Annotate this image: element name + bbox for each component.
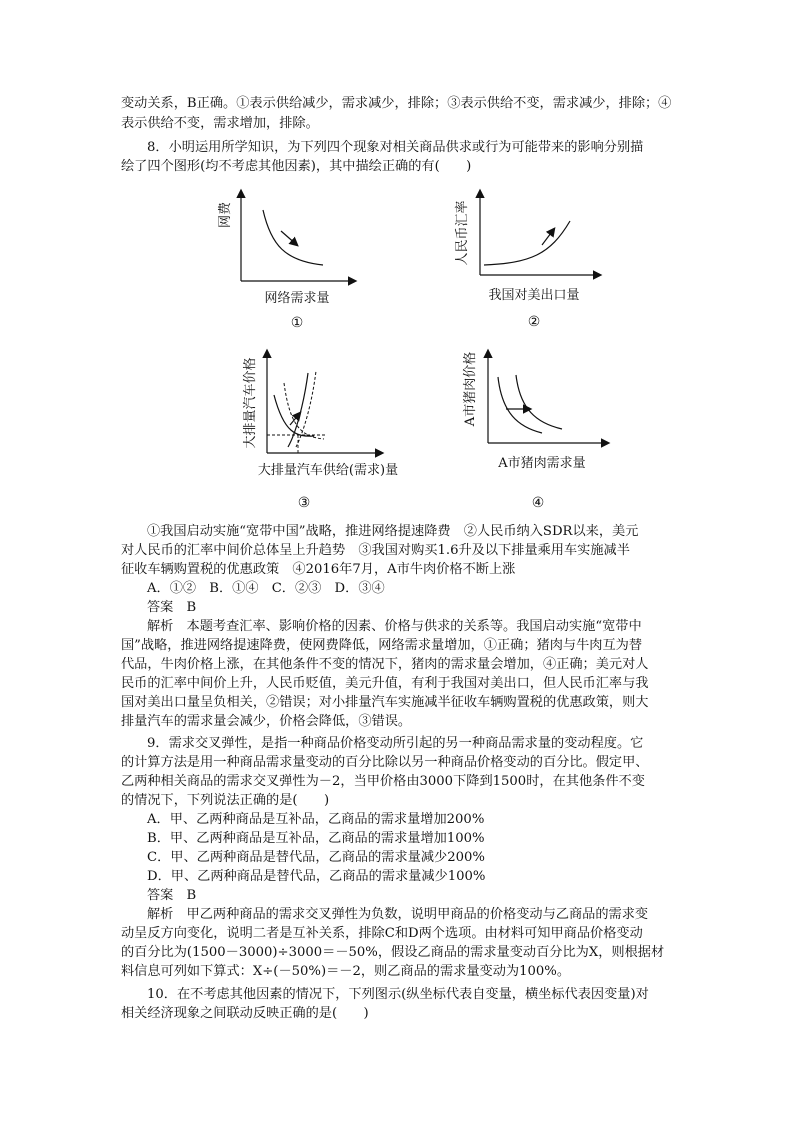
question-9-option: A．甲、乙两种商品是互补品，乙商品的需求量增加200%: [147, 812, 485, 827]
question-9-option: D．甲、乙两种商品是替代品，乙商品的需求量减少100%: [147, 869, 486, 884]
question-9-answer: 答案 B: [147, 888, 197, 903]
question-9-analysis: 料信息可列如下算式：X÷(－50%)＝－2，则乙商品的需求量变动为100%。: [121, 964, 571, 979]
figure-1: [205, 185, 365, 333]
question-8-options: A．①② B．①④ C．②③ D．③④: [147, 581, 385, 596]
x-axis-label: 我国对美出口量: [488, 288, 580, 303]
question-9-stem: 9．需求交叉弹性，是指一种商品价格变动所引起的另一种商品需求量的变动程度。它: [147, 736, 644, 751]
question-8-item: ①我国启动实施“宽带中国”战略，推进网络提速降费 ②人民币纳入SDR以来，美元: [147, 524, 639, 539]
x-axis-label: 大排量汽车供给(需求)量: [257, 463, 399, 478]
figure-number: ①: [290, 315, 304, 331]
y-axis-label: 人民币汇率: [455, 200, 470, 266]
question-10-stem: 相关经济现象之间联动反映正确的是( ): [121, 1006, 369, 1021]
x-axis-label: A市猪肉需求量: [498, 456, 586, 471]
figure-4: [458, 343, 628, 511]
question-9-stem: 的计算方法是用一种商品需求量变动的百分比除以另一种商品价格变动的百分比。假定甲、: [121, 755, 649, 770]
question-9-stem: 乙两种相关商品的需求交叉弹性为－2，当甲价格由3000下降到1500时，在其他条件不变: [121, 774, 645, 789]
text-line: 变动关系，B正确。①表示供给减少，需求减少，排除；③表示供给不变，需求减少，排除；④: [121, 96, 672, 111]
rising-curve: [484, 221, 570, 265]
question-9-option: C．甲、乙两种商品是替代品，乙商品的需求量减少200%: [147, 850, 485, 865]
y-axis-label: 大排量汽车价格: [243, 357, 258, 449]
question-8-item: 对人民币的汇率中间价总体呈上升趋势 ③我国对购买1.6升及以下排量乘用车实施减半: [121, 543, 630, 558]
question-8-analysis: 国”战略，推进网络提速降费，使网费降低，网络需求量增加，①正确；猪肉与牛肉互为替: [121, 638, 643, 653]
question-9-stem: 的情况下，下列说法正确的是( ): [121, 793, 330, 808]
x-axis-label: 网络需求量: [264, 291, 330, 306]
arrow: [542, 229, 554, 245]
question-8-analysis: 国对美出口量呈负相关，②错误；对小排量汽车实施减半征收车辆购置税的优惠政策，则大: [121, 695, 649, 710]
text-line: 表示供给不变，需求增加，排除。: [121, 116, 319, 131]
y-axis-label: 网费: [218, 201, 233, 229]
figure-2: [450, 185, 620, 333]
figure-number: ④: [531, 495, 545, 511]
supply-curve: [274, 395, 314, 436]
question-9-analysis: 解析 甲乙两种商品的需求交叉弹性为负数，说明甲商品的价格变动与乙商品的需求变: [147, 907, 649, 922]
question-8-answer: 答案 B: [147, 600, 197, 615]
question-8-stem: 绘了四个图形(均不考虑其他因素)，其中描绘正确的有( ): [121, 159, 472, 174]
figure-3: [232, 343, 412, 511]
question-8-analysis: 代品，牛肉价格上涨，在其他条件不变的情况下，猪肉的需求量会增加，④正确；美元对人: [121, 657, 649, 672]
arrow: [281, 231, 297, 245]
question-8-analysis: 民币的汇率中间价上升，人民币贬值，美元升值，有利于我国对美出口，但人民币汇率与我: [121, 676, 649, 691]
question-8-item: 征收车辆购置税的优惠政策 ④2016年7月，A市牛肉价格不断上涨: [121, 562, 516, 577]
demand-curve: [263, 210, 323, 265]
demand-curve: [498, 377, 542, 433]
figure-number: ②: [527, 314, 541, 330]
figure-number: ③: [297, 495, 311, 511]
y-axis-label: A市猪肉价格: [463, 351, 478, 427]
question-9-analysis: 的百分比为(1500－3000)÷3000＝－50%，假设乙商品的需求量变动百分比为X，则根据材: [121, 945, 665, 960]
question-8-analysis: 排量汽车的需求量会减少，价格会降低，③错误。: [121, 714, 412, 729]
question-8-analysis: 解析 本题考查汇率、影响价格的因素、价格与供求的关系等。我国启动实施“宽带中: [147, 619, 642, 634]
supply-curve-shifted: [284, 383, 324, 439]
question-9-option: B．甲、乙两种商品是互补品，乙商品的需求量增加100%: [147, 831, 485, 846]
question-8-stem: 8．小明运用所学知识，为下列四个现象对相关商品供求或行为可能带来的影响分别描: [147, 140, 644, 155]
demand-curve-shifted: [516, 375, 562, 429]
question-10-stem: 10．在不考虑其他因素的情况下，下列图示(纵坐标代表自变量，横坐标代表因变量)对: [147, 987, 649, 1002]
question-9-analysis: 动呈反方向变化，说明二者是互补关系，排除C和D两个选项。由材料可知甲商品价格变动: [121, 926, 643, 941]
